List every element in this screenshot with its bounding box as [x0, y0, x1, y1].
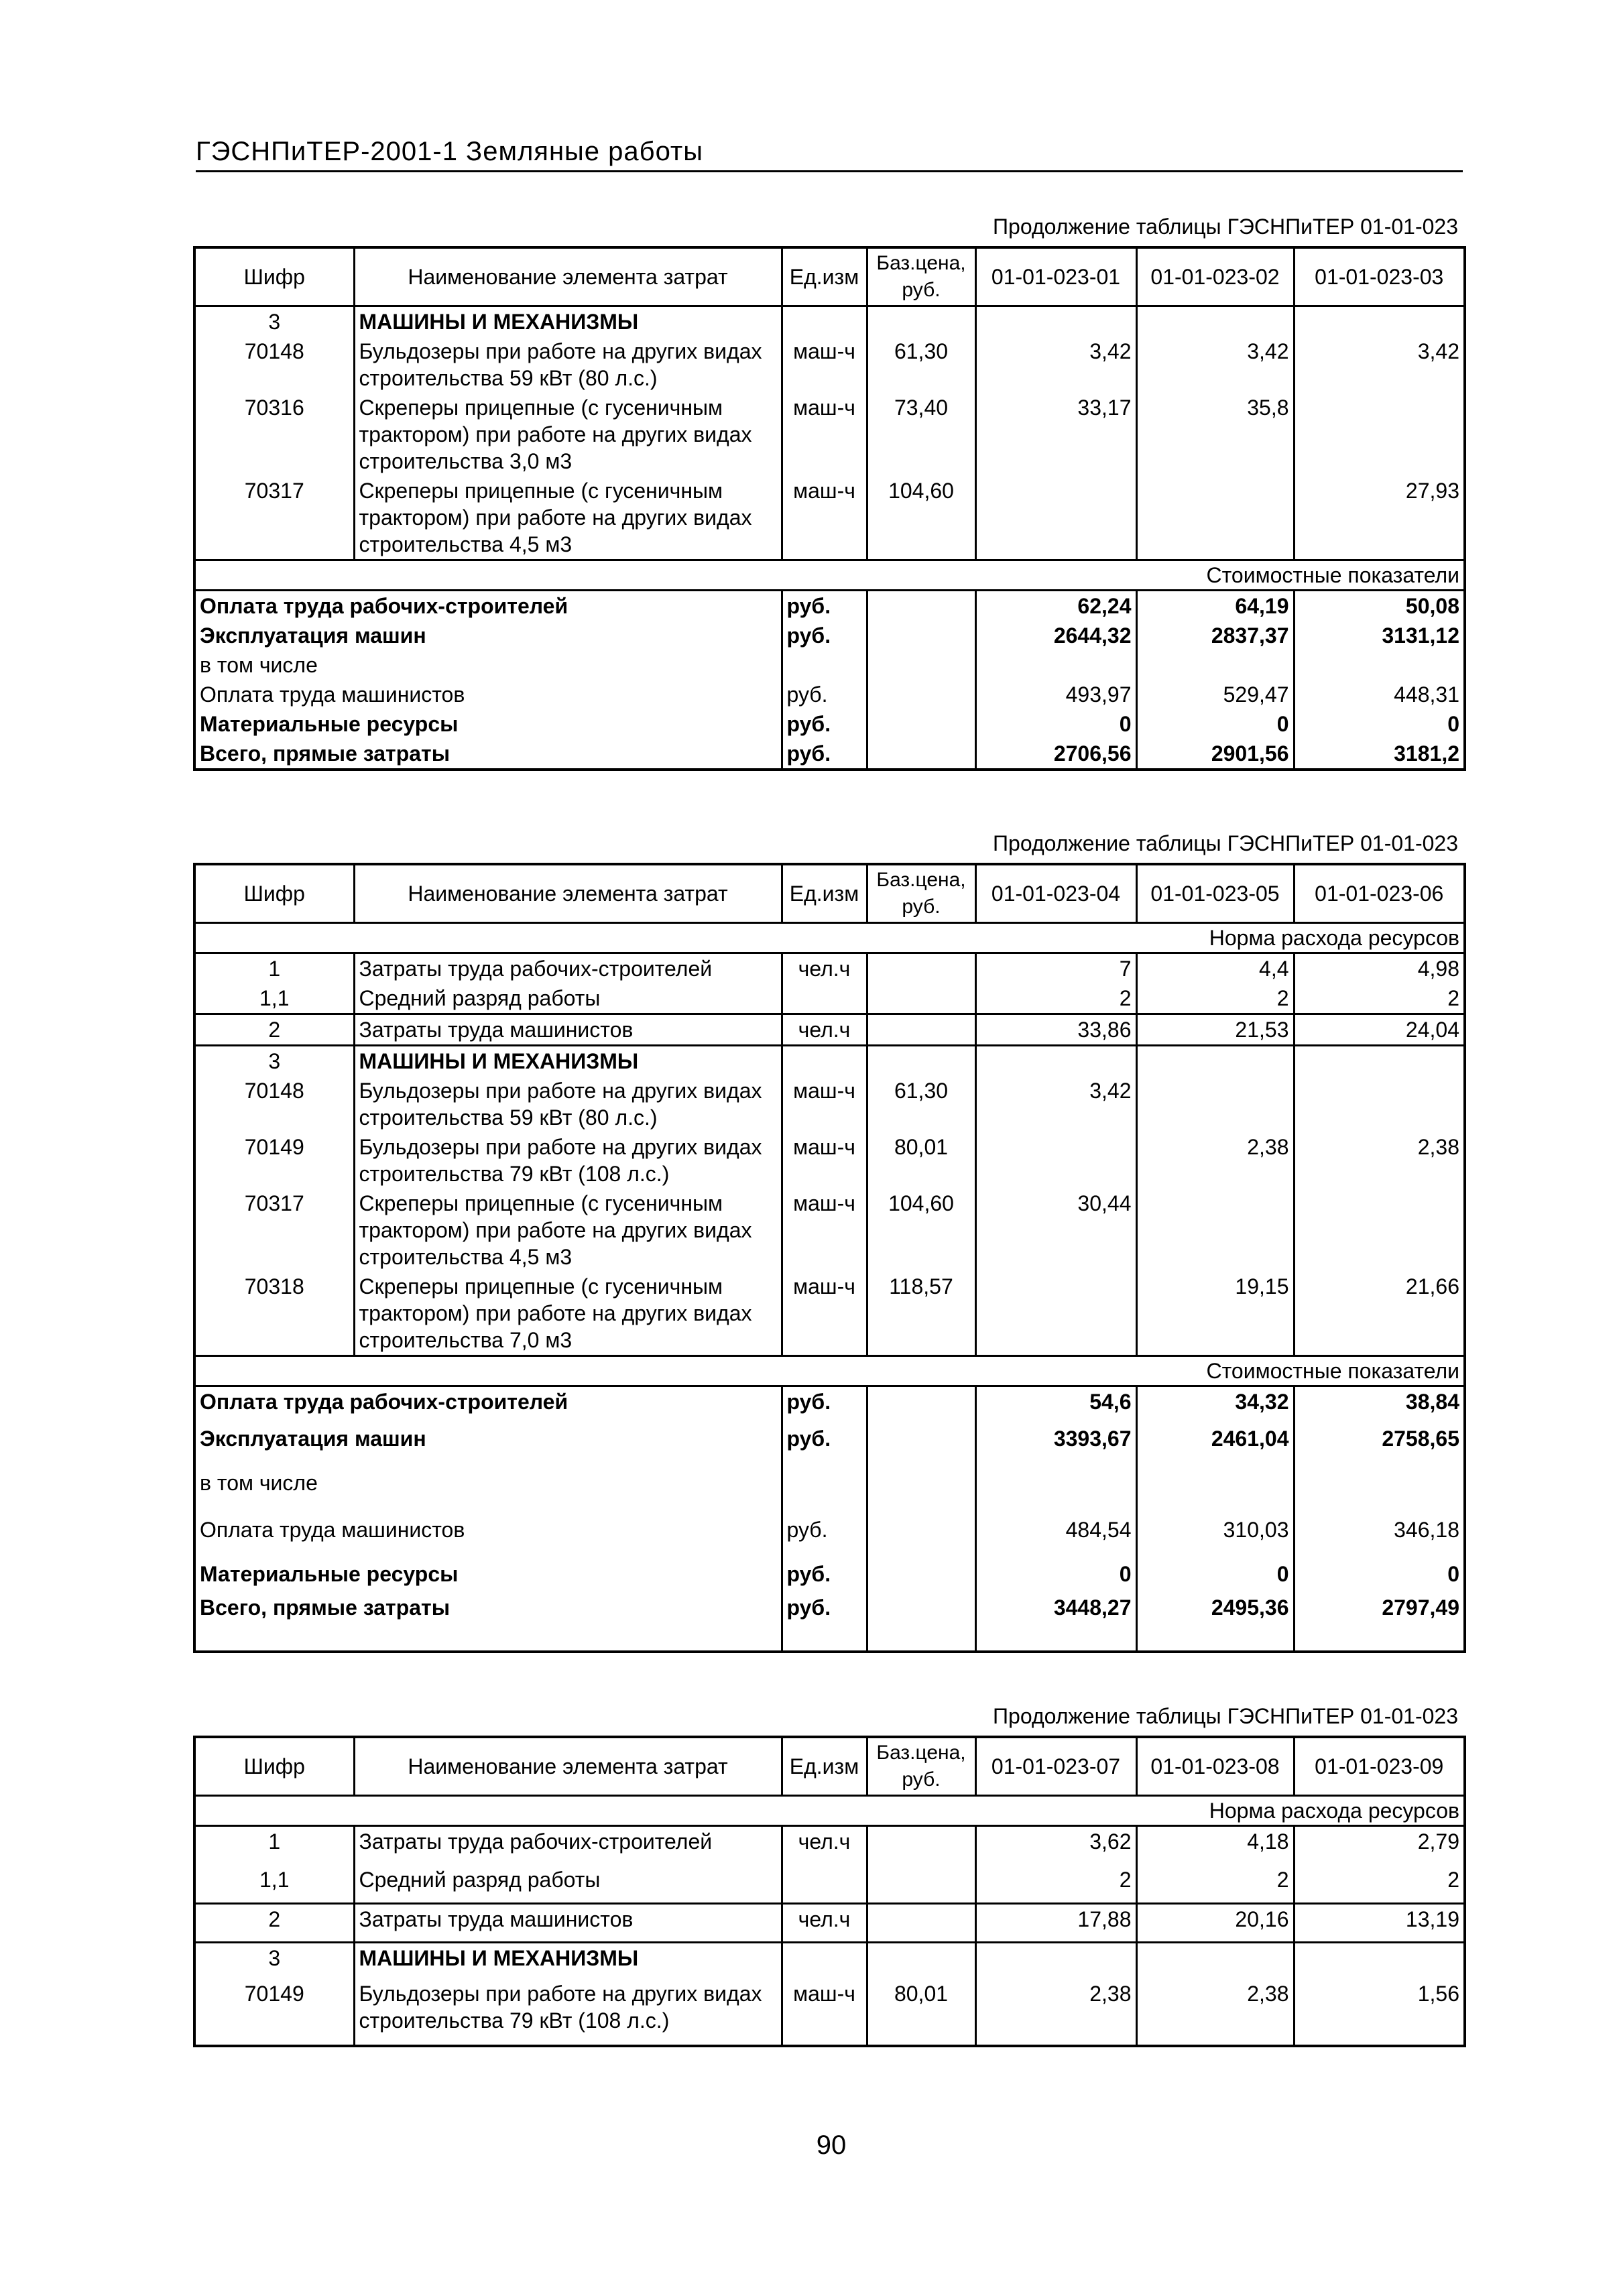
table-row: [194, 1826, 1465, 1865]
cell-code: 1: [268, 957, 281, 981]
col-header-name: Наименование элемента затрат: [354, 1737, 782, 1796]
col-header-name: Наименование элемента затрат: [354, 864, 782, 923]
cell-price: [867, 1865, 975, 1904]
cell-value: [975, 1943, 1136, 1979]
cell-value: 3,42: [975, 337, 1136, 393]
table-row: [194, 1865, 1465, 1904]
cell-unit: [782, 306, 867, 337]
table-caption: Продолжение таблицы ГЭСНПиТЕР 01-01-023: [993, 831, 1458, 855]
cell-name: Средний разряд работы: [354, 1865, 782, 1904]
cost-unit: руб.: [782, 621, 867, 650]
cell-price: [867, 1943, 975, 1979]
cost-row: [194, 739, 1465, 770]
cell-unit: [782, 1865, 867, 1904]
cost-value: [1294, 1468, 1465, 1515]
cell-code: 3: [268, 1946, 281, 1970]
cost-name: Всего, прямые затраты: [200, 741, 450, 766]
cell-price: [867, 650, 975, 680]
cell-value: [975, 476, 1136, 560]
cost-value: 2758,65: [1294, 1424, 1465, 1468]
cost-name: Оплата труда рабочих-строителей: [200, 594, 568, 618]
cost-value: 3448,27: [975, 1593, 1136, 1652]
cell-value: [1136, 1189, 1294, 1272]
cost-value: 2644,32: [975, 621, 1136, 650]
cost-value: 2837,37: [1136, 621, 1294, 650]
col-header-norm: 01-01-023-03: [1294, 247, 1465, 306]
cell-value: 20,16: [1136, 1904, 1294, 1943]
cell-unit: маш-ч: [782, 1979, 867, 2046]
cell-value: 2,38: [1136, 1979, 1294, 2046]
cell-value: 13,19: [1294, 1904, 1465, 1943]
resource-table-2: [193, 863, 1466, 1653]
cell-price: [867, 983, 975, 1014]
cell-name: Бульдозеры при работе на других видах строительства 79 кВт (108 л.с.): [354, 1979, 782, 2046]
cost-value: 50,08: [1294, 591, 1465, 621]
col-header-code: Шифр: [194, 1737, 354, 1796]
cost-row: [194, 591, 1465, 621]
cell-name: Бульдозеры при работе на других видах строительства 59 кВт (80 л.с.): [354, 337, 782, 393]
cell-value: 3,42: [1294, 337, 1465, 393]
cell-unit: чел.ч: [782, 1014, 867, 1046]
table-caption: Продолжение таблицы ГЭСНПиТЕР 01-01-023: [993, 215, 1458, 239]
cell-value: [1294, 1076, 1465, 1132]
cost-name: Эксплуатация машин: [200, 1426, 426, 1451]
cell-value: 4,4: [1136, 953, 1294, 984]
col-header-code: Шифр: [194, 864, 354, 923]
cell-price: [867, 621, 975, 650]
cost-value: 2495,36: [1136, 1593, 1294, 1652]
cost-value: 0: [1294, 1559, 1465, 1593]
cell-value: 33,86: [975, 1014, 1136, 1046]
cell-code: 70148: [244, 339, 304, 363]
cell-value: 1,56: [1294, 1979, 1465, 2046]
cell-price: [867, 709, 975, 739]
cost-value: 484,54: [975, 1515, 1136, 1559]
cost-value: 493,97: [975, 680, 1136, 709]
cell-code: 70149: [244, 1981, 304, 2006]
cell-value: 2: [975, 983, 1136, 1014]
cell-value: [1294, 1943, 1465, 1979]
cost-name: в том числе: [200, 653, 318, 677]
section-row: [194, 1356, 1465, 1386]
cell-price: [867, 680, 975, 709]
cost-value: 2901,56: [1136, 739, 1294, 770]
cost-value: 3181,2: [1294, 739, 1465, 770]
cell-value: [975, 1046, 1136, 1077]
cost-value: [1136, 1468, 1294, 1515]
cell-value: 2: [1294, 983, 1465, 1014]
cell-name: МАШИНЫ И МЕХАНИЗМЫ: [354, 1046, 782, 1077]
cell-unit: маш-ч: [782, 1272, 867, 1356]
cell-code: 2: [194, 1904, 354, 1943]
cell-price: [867, 1046, 975, 1077]
cell-unit: чел.ч: [782, 1826, 867, 1865]
cell-value: [1136, 306, 1294, 337]
cost-name: Оплата труда машинистов: [200, 1517, 465, 1542]
cell-price: 61,30: [867, 337, 975, 393]
cell-price: 80,01: [867, 1132, 975, 1189]
col-header-norm: 01-01-023-04: [975, 864, 1136, 923]
cost-unit: руб.: [782, 591, 867, 621]
cell-price: [867, 739, 975, 770]
table-row: [194, 1132, 1465, 1189]
cell-name: Скреперы прицепные (с гусеничным трактором) при работе на других видах строительства 4,5 м3: [354, 476, 782, 560]
cell-value: [1136, 476, 1294, 560]
table-row: [194, 337, 1465, 393]
cell-name: Затраты труда рабочих-строителей: [354, 953, 782, 984]
cell-value: [1136, 1076, 1294, 1132]
cell-value: [1136, 1943, 1294, 1979]
cost-unit: руб.: [782, 1515, 867, 1559]
cost-unit: [782, 1468, 867, 1515]
section-norm-label: Норма расхода ресурсов: [194, 923, 1465, 953]
cell-price: [867, 1904, 975, 1943]
cell-price: [867, 1593, 975, 1652]
cell-unit: чел.ч: [782, 1904, 867, 1943]
cell-price: 104,60: [867, 1189, 975, 1272]
cost-row: [194, 650, 1465, 680]
col-header-norm: 01-01-023-08: [1136, 1737, 1294, 1796]
col-header-norm: 01-01-023-07: [975, 1737, 1136, 1796]
cell-value: 19,15: [1136, 1272, 1294, 1356]
cell-price: [867, 1826, 975, 1865]
cell-value: 2,38: [1136, 1132, 1294, 1189]
cell-value: 4,98: [1294, 953, 1465, 984]
cell-name: Скреперы прицепные (с гусеничным трактором) при работе на других видах строительства 7,0 м3: [354, 1272, 782, 1356]
cell-unit: маш-ч: [782, 337, 867, 393]
cell-code: 70318: [244, 1274, 304, 1298]
table-header-row: [194, 1737, 1465, 1796]
document-header: ГЭСНПиТЕР-2001-1 Земляные работы: [196, 133, 1463, 172]
cost-value: 448,31: [1294, 680, 1465, 709]
section-row: [194, 923, 1465, 953]
cost-name: Оплата труда рабочих-строителей: [200, 1390, 568, 1414]
cost-value: 2706,56: [975, 739, 1136, 770]
cell-price: [867, 953, 975, 984]
cell-value: 2: [1136, 983, 1294, 1014]
col-header-code: Шифр: [194, 247, 354, 306]
cell-value: 2: [1294, 1865, 1465, 1904]
col-header-unit: Ед.изм: [782, 1737, 867, 1796]
cost-row: [194, 1593, 1465, 1652]
section-cost-label: Стоимостные показатели: [194, 1356, 1465, 1386]
cost-value: [1136, 650, 1294, 680]
table-header-row: [194, 247, 1465, 306]
cell-unit: маш-ч: [782, 1189, 867, 1272]
page-number: 90: [816, 2130, 847, 2160]
cost-unit: руб.: [782, 709, 867, 739]
cell-price: 61,30: [867, 1076, 975, 1132]
cell-value: 17,88: [975, 1904, 1136, 1943]
cell-unit: маш-ч: [782, 1132, 867, 1189]
cell-unit: [782, 983, 867, 1014]
section-row: [194, 1796, 1465, 1826]
cell-code: 70316: [244, 396, 304, 420]
resource-table-1: [193, 246, 1466, 771]
section-norm-label: Норма расхода ресурсов: [194, 1796, 1465, 1826]
cell-price: 118,57: [867, 1272, 975, 1356]
cell-unit: [782, 1046, 867, 1077]
cost-value: 0: [975, 709, 1136, 739]
table-row: [194, 1904, 1465, 1943]
cell-price: [867, 1386, 975, 1424]
table-row: [194, 1046, 1465, 1077]
cost-value: 54,6: [975, 1386, 1136, 1424]
cell-unit: чел.ч: [782, 953, 867, 984]
table-row: [194, 393, 1465, 476]
cost-value: 62,24: [975, 591, 1136, 621]
cell-value: 3,42: [975, 1076, 1136, 1132]
col-header-base-price: Баз.цена, руб.: [867, 1737, 975, 1796]
cost-value: 0: [1136, 1559, 1294, 1593]
section-row: [194, 560, 1465, 591]
cost-value: [975, 1468, 1136, 1515]
cell-value: [975, 306, 1136, 337]
table-row: [194, 1076, 1465, 1132]
cell-price: [867, 1424, 975, 1468]
cell-price: [867, 1014, 975, 1046]
cell-value: 30,44: [975, 1189, 1136, 1272]
cell-value: 35,8: [1136, 393, 1294, 476]
table-row: [194, 1943, 1465, 1979]
cell-code: 3: [268, 1049, 281, 1073]
cost-row: [194, 1559, 1465, 1593]
cell-value: 33,17: [975, 393, 1136, 476]
col-header-base-price: Баз.цена, руб.: [867, 864, 975, 923]
cell-code: 2: [194, 1014, 354, 1046]
cell-name: Затраты труда рабочих-строителей: [354, 1826, 782, 1865]
table-caption: Продолжение таблицы ГЭСНПиТЕР 01-01-023: [993, 1704, 1458, 1728]
col-header-norm: 01-01-023-01: [975, 247, 1136, 306]
cost-value: 3393,67: [975, 1424, 1136, 1468]
cell-price: 73,40: [867, 393, 975, 476]
resource-table-3: [193, 1736, 1466, 2047]
table-header-row: [194, 864, 1465, 923]
cost-name: Оплата труда машинистов: [200, 682, 465, 707]
cost-value: 0: [1294, 709, 1465, 739]
cell-code: 70149: [244, 1135, 304, 1159]
col-header-unit: Ед.изм: [782, 247, 867, 306]
cell-code: 70148: [244, 1079, 304, 1103]
cell-unit: [782, 1943, 867, 1979]
cell-value: 21,53: [1136, 1014, 1294, 1046]
cost-name: Материальные ресурсы: [200, 712, 459, 736]
cell-value: [1294, 306, 1465, 337]
cost-value: 0: [1136, 709, 1294, 739]
cost-value: 34,32: [1136, 1386, 1294, 1424]
table-row: [194, 1272, 1465, 1356]
col-header-base-price: Баз.цена, руб.: [867, 247, 975, 306]
cost-row: [194, 1468, 1465, 1515]
col-header-norm: 01-01-023-06: [1294, 864, 1465, 923]
cost-value: [975, 650, 1136, 680]
cell-value: 21,66: [1294, 1272, 1465, 1356]
cost-row: [194, 621, 1465, 650]
cell-value: 2: [1136, 1865, 1294, 1904]
cell-name: МАШИНЫ И МЕХАНИЗМЫ: [354, 1943, 782, 1979]
col-header-norm: 01-01-023-02: [1136, 247, 1294, 306]
cost-unit: руб.: [782, 680, 867, 709]
cell-value: [975, 1272, 1136, 1356]
cell-unit: маш-ч: [782, 1076, 867, 1132]
cell-value: [1294, 1046, 1465, 1077]
cell-code: 70317: [244, 1191, 304, 1215]
cell-unit: маш-ч: [782, 393, 867, 476]
col-header-norm: 01-01-023-09: [1294, 1737, 1465, 1796]
cost-row: [194, 1386, 1465, 1424]
cell-value: 4,18: [1136, 1826, 1294, 1865]
col-header-unit: Ед.изм: [782, 864, 867, 923]
cell-value: [1294, 1189, 1465, 1272]
cell-code: 70317: [244, 479, 304, 503]
col-header-norm: 01-01-023-05: [1136, 864, 1294, 923]
table-row: [194, 1189, 1465, 1272]
cost-unit: руб.: [782, 1424, 867, 1468]
cost-unit: руб.: [782, 1386, 867, 1424]
cell-code: 3: [268, 310, 281, 334]
cell-price: [867, 1559, 975, 1593]
table-row: [194, 953, 1465, 984]
cost-value: 529,47: [1136, 680, 1294, 709]
cell-unit: маш-ч: [782, 476, 867, 560]
cost-unit: руб.: [782, 739, 867, 770]
cost-name: в том числе: [200, 1470, 318, 1495]
cell-value: [1136, 1046, 1294, 1077]
cell-value: 7: [975, 953, 1136, 984]
cost-unit: руб.: [782, 1593, 867, 1652]
cost-name: Материальные ресурсы: [200, 1561, 459, 1586]
cost-value: 346,18: [1294, 1515, 1465, 1559]
cell-value: 2,79: [1294, 1826, 1465, 1865]
cell-name: Затраты труда машинистов: [354, 1904, 782, 1943]
cell-price: [867, 306, 975, 337]
cost-name: Эксплуатация машин: [200, 623, 426, 648]
cell-price: 104,60: [867, 476, 975, 560]
cell-price: [867, 1468, 975, 1515]
cost-name: Всего, прямые затраты: [200, 1595, 450, 1620]
cell-price: [867, 591, 975, 621]
cost-row: [194, 1424, 1465, 1468]
cell-value: 27,93: [1294, 476, 1465, 560]
table-row: [194, 476, 1465, 560]
cell-name: Бульдозеры при работе на других видах строительства 59 кВт (80 л.с.): [354, 1076, 782, 1132]
cost-unit: руб.: [782, 1559, 867, 1593]
cell-name: Бульдозеры при работе на других видах строительства 79 кВт (108 л.с.): [354, 1132, 782, 1189]
cost-value: 2461,04: [1136, 1424, 1294, 1468]
table-row: [194, 1014, 1465, 1046]
section-cost-label: Стоимостные показатели: [194, 560, 1465, 591]
table-row: [194, 983, 1465, 1014]
cost-unit: [782, 650, 867, 680]
cost-value: 310,03: [1136, 1515, 1294, 1559]
cell-value: [975, 1132, 1136, 1189]
cost-value: [1294, 650, 1465, 680]
cell-name: Скреперы прицепные (с гусеничным трактором) при работе на других видах строительства 4,5 м3: [354, 1189, 782, 1272]
cost-value: 38,84: [1294, 1386, 1465, 1424]
cost-row: [194, 680, 1465, 709]
cell-code: 1,1: [194, 1865, 354, 1904]
cost-row: [194, 1515, 1465, 1559]
cell-value: 3,42: [1136, 337, 1294, 393]
cost-row: [194, 709, 1465, 739]
cost-value: 64,19: [1136, 591, 1294, 621]
cell-price: 80,01: [867, 1979, 975, 2046]
cell-value: 3,62: [975, 1826, 1136, 1865]
cell-price: [867, 1515, 975, 1559]
col-header-name: Наименование элемента затрат: [354, 247, 782, 306]
cell-code: 1,1: [194, 983, 354, 1014]
cell-value: [1294, 393, 1465, 476]
cell-value: 2,38: [975, 1979, 1136, 2046]
cell-code: 1: [268, 1829, 281, 1854]
cell-name: Затраты труда машинистов: [354, 1014, 782, 1046]
cell-value: 24,04: [1294, 1014, 1465, 1046]
cell-value: 2,38: [1294, 1132, 1465, 1189]
cell-name: Скреперы прицепные (с гусеничным трактором) при работе на других видах строительства 3,0 м3: [354, 393, 782, 476]
cell-name: МАШИНЫ И МЕХАНИЗМЫ: [354, 306, 782, 337]
table-row: [194, 306, 1465, 337]
cost-value: 2797,49: [1294, 1593, 1465, 1652]
table-row: [194, 1979, 1465, 2046]
cell-name: Средний разряд работы: [354, 983, 782, 1014]
cost-value: 0: [975, 1559, 1136, 1593]
cost-value: 3131,12: [1294, 621, 1465, 650]
cell-value: 2: [975, 1865, 1136, 1904]
